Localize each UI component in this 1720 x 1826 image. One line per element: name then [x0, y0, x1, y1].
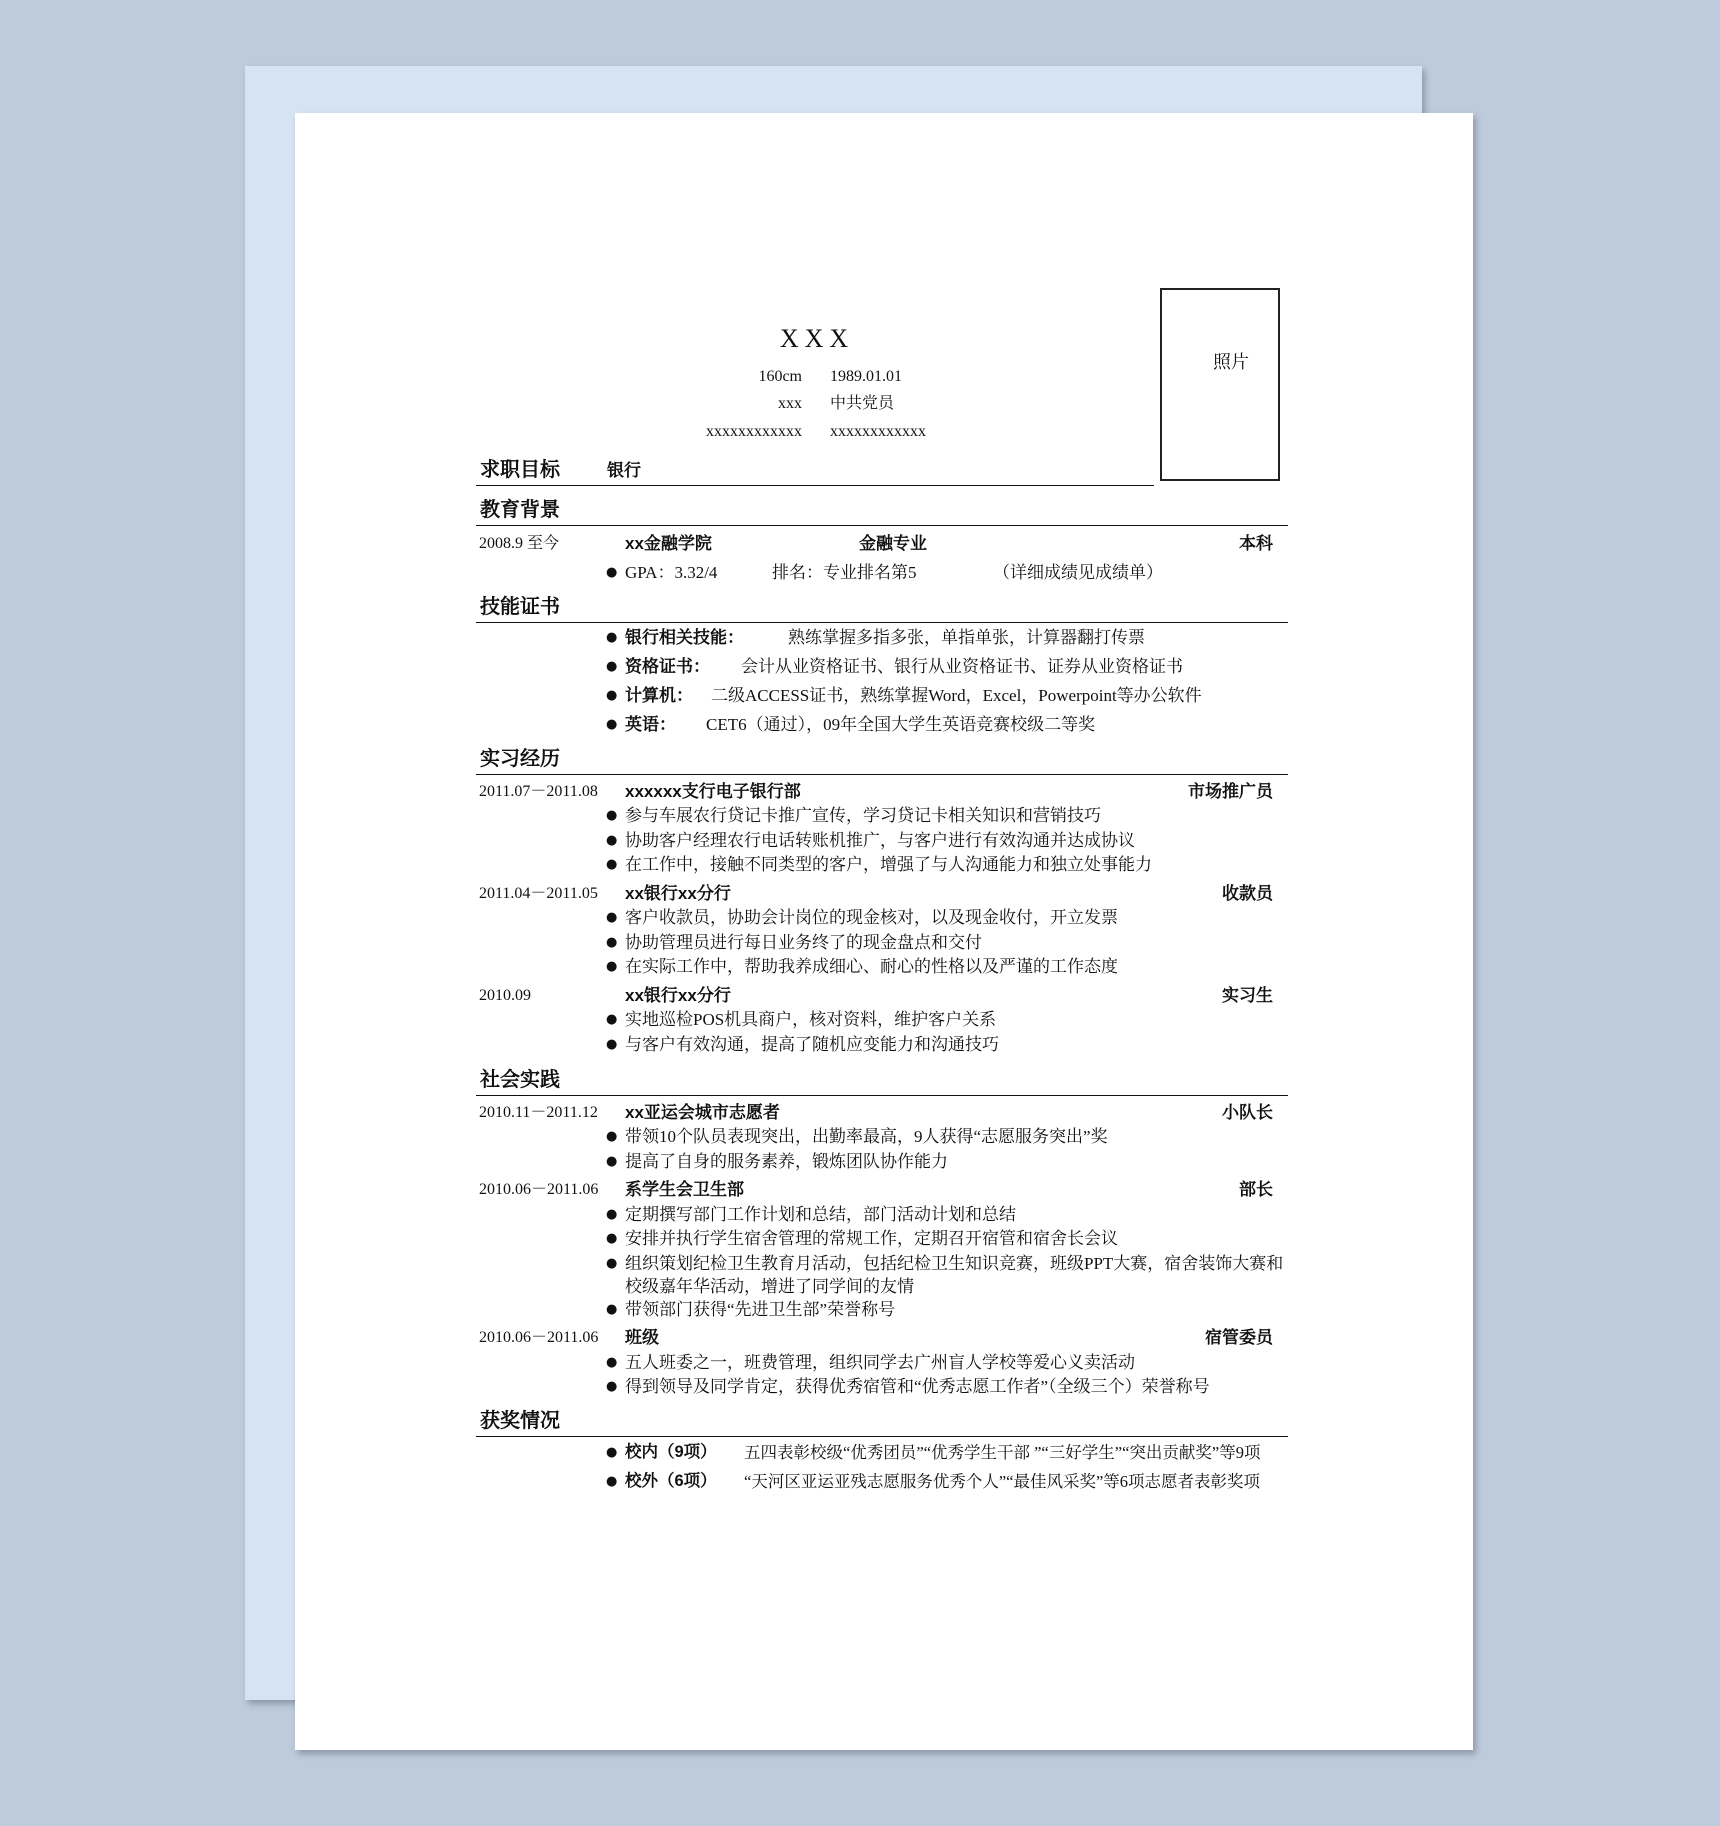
social-practice-entry: [476, 1101, 1288, 1175]
award-description: 五四表彰校级“优秀团员”“优秀学生干部 ”“三好学生”“突出贡献奖”等9项: [744, 1443, 1261, 1462]
entry-period: 2010.06－2011.06: [479, 1181, 599, 1198]
bullet-item: ● 客户收款员，协助会计岗位的现金核对，以及现金收付，开立发票: [476, 906, 1288, 931]
hometown-value: xxx: [778, 395, 802, 412]
section-title: 技能证书: [476, 593, 1288, 623]
internship-entry: [476, 780, 1288, 878]
bullet-item: ● 五人班委之一，班费管理，组织同学去广州盲人学校等爱心义卖活动: [476, 1351, 1288, 1376]
bullet-item: ● 参与车展农行贷记卡推广宣传，学习贷记卡相关知识和营销技巧: [476, 804, 1288, 829]
candidate-name: XXX: [779, 324, 855, 353]
degree-name: 本科: [1239, 533, 1273, 553]
school-name: xx金融学院: [625, 533, 712, 553]
entry-period: 2010.09: [479, 986, 531, 1004]
social-practice-entries: [476, 1096, 1288, 1400]
entry-bullets: [476, 804, 1288, 878]
entry-header: [476, 780, 1288, 805]
internship-entries: [476, 775, 1288, 1057]
gpa-value: ● GPA：3.32/4: [625, 562, 718, 582]
bullet-item: ● 实地巡检POS机具商户，核对资料，维护客户关系: [476, 1008, 1288, 1033]
entry-header: [476, 882, 1288, 907]
entry-role: 部长: [1239, 1180, 1273, 1199]
bullet-item: ● 带领部门获得“先进卫生部”荣誉称号: [476, 1298, 1288, 1323]
skill-value: 熟练掌握多指多张，单指单张，计算器翻打传票: [788, 628, 1145, 647]
entry-header: [476, 1326, 1288, 1351]
entry-organization: xx银行xx分行: [625, 883, 731, 903]
info-row: [295, 365, 1095, 389]
skills-rows: [476, 623, 1288, 739]
entry-period: 2010.06－2011.06: [479, 1329, 599, 1346]
skill-label: ● 英语：: [625, 715, 676, 734]
info-row: [295, 420, 1095, 444]
award-label: ● 校外（6项）: [625, 1472, 717, 1490]
photo-label: 照片: [1213, 352, 1249, 372]
skill-label: ● 资格证书：: [625, 657, 710, 676]
award-item: [476, 1471, 1288, 1492]
section-title: 教育背景: [476, 496, 1288, 526]
entry-bullets: [476, 1351, 1288, 1400]
skill-row: [476, 652, 1288, 681]
entry-header: [476, 984, 1288, 1009]
award-items: [476, 1437, 1288, 1492]
bullet-item: ● 组织策划纪检卫生教育月活动，包括纪检卫生知识竞赛，班级PPT大赛，宿舍装饰大赛和校级嘉年华活动，增进了同学间的友情: [476, 1252, 1288, 1298]
bullet-item: ● 得到领导及同学肯定，获得优秀宿管和“优秀志愿工作者”（全级三个）荣誉称号: [476, 1375, 1288, 1400]
job-objective-row: [476, 456, 1154, 486]
entry-role: 收款员: [1222, 883, 1273, 903]
bullet-item: ● 与客户有效沟通，提高了随机应变能力和沟通技巧: [476, 1033, 1288, 1058]
political-status-value: 中共党员: [830, 395, 895, 412]
section-title: 获奖情况: [476, 1407, 1288, 1437]
entry-organization: 班级: [625, 1328, 659, 1347]
birth-date-value: 1989.01.01: [830, 368, 902, 385]
internship-entry: [476, 984, 1288, 1058]
entry-organization: xxxxxx支行电子银行部: [625, 781, 801, 801]
social-practice-section: [476, 1066, 1288, 1400]
skill-value: 会计从业资格证书、银行从业资格证书、证券从业资格证书: [741, 657, 1183, 676]
entry-role: 小队长: [1222, 1102, 1273, 1122]
internship-section: [476, 745, 1288, 1057]
bullet-item: ● 协助客户经理农行电话转账机推广，与客户进行有效沟通并达成协议: [476, 829, 1288, 854]
entry-organization: xx亚运会城市志愿者: [625, 1102, 780, 1122]
phone-value: xxxxxxxxxxxx: [706, 423, 802, 440]
info-row: [295, 392, 1095, 416]
rank-value: 排名：专业排名第5: [772, 562, 917, 582]
awards-section: [476, 1407, 1288, 1492]
bullet-item: ● 协助管理员进行每日业务终了的现金盘点和交付: [476, 931, 1288, 956]
award-label: ● 校内（9项）: [625, 1443, 717, 1461]
entry-bullets: [476, 1125, 1288, 1174]
entry-header: [476, 1178, 1288, 1203]
photo-placeholder: [1160, 288, 1280, 481]
entry-period: 2011.04－2011.05: [479, 884, 598, 902]
award-item: [476, 1442, 1288, 1463]
bullet-item: ● 在实际工作中，帮助我养成细心、耐心的性格以及严谨的工作态度: [476, 955, 1288, 980]
education-detail-row: [476, 561, 1288, 585]
skill-row: [476, 681, 1288, 710]
skills-section: [476, 593, 1288, 739]
entry-role: 宿管委员: [1205, 1328, 1273, 1347]
entry-organization: 系学生会卫生部: [625, 1180, 744, 1199]
bullet-item: ● 在工作中，接触不同类型的客户，增强了与人沟通能力和独立处事能力: [476, 853, 1288, 878]
height-value: 160cm: [758, 368, 802, 385]
skill-label: ● 计算机：: [625, 686, 693, 705]
bullet-item: ● 安排并执行学生宿舍管理的常规工作，定期召开宿管和宿舍长会议: [476, 1227, 1288, 1252]
entry-period: 2010.11－2011.12: [479, 1103, 598, 1121]
social-practice-entry: [476, 1178, 1288, 1322]
skill-value: 二级ACCESS证书，熟练掌握Word，Excel，Powerpoint等办公软件: [711, 686, 1202, 705]
objective-value: 银行: [607, 461, 641, 480]
bullet-item: ● 定期撰写部门工作计划和总结，部门活动计划和总结: [476, 1203, 1288, 1228]
resume-page: [295, 113, 1473, 1750]
major-name: 金融专业: [859, 533, 927, 553]
entry-header: [476, 1101, 1288, 1126]
entry-bullets: [476, 1203, 1288, 1323]
skill-row: [476, 623, 1288, 652]
section-title: 社会实践: [476, 1066, 1288, 1096]
social-practice-entry: [476, 1326, 1288, 1400]
objective-label: 求职目标: [480, 459, 560, 481]
entry-role: 实习生: [1222, 985, 1273, 1005]
education-section: [476, 496, 1288, 585]
award-description: “天河区亚运亚残志愿服务优秀个人”“最佳风采奖”等6项志愿者表彰奖项: [744, 1472, 1261, 1491]
email-value: xxxxxxxxxxxx: [830, 423, 926, 440]
internship-entry: [476, 882, 1288, 980]
entry-organization: xx银行xx分行: [625, 985, 731, 1005]
entry-period: 2011.07－2011.08: [479, 782, 598, 800]
bullet-item: ● 提高了自身的服务素养，锻炼团队协作能力: [476, 1150, 1288, 1175]
entry-role: 市场推广员: [1188, 781, 1273, 801]
education-period: 2008.9 至今: [479, 534, 560, 552]
entry-bullets: [476, 906, 1288, 980]
education-row: [476, 532, 1288, 556]
section-title: 实习经历: [476, 745, 1288, 775]
education-rows: [476, 526, 1288, 585]
entry-bullets: [476, 1008, 1288, 1057]
bullet-item: ● 带领10个队员表现突出，出勤率最高，9人获得“志愿服务突出”奖: [476, 1125, 1288, 1150]
skill-row: [476, 710, 1288, 739]
transcript-note: （详细成绩见成绩单）: [993, 562, 1163, 582]
skill-value: CET6（通过），09年全国大学生英语竞赛校级二等奖: [706, 715, 1096, 734]
skill-label: ● 银行相关技能：: [625, 628, 744, 647]
